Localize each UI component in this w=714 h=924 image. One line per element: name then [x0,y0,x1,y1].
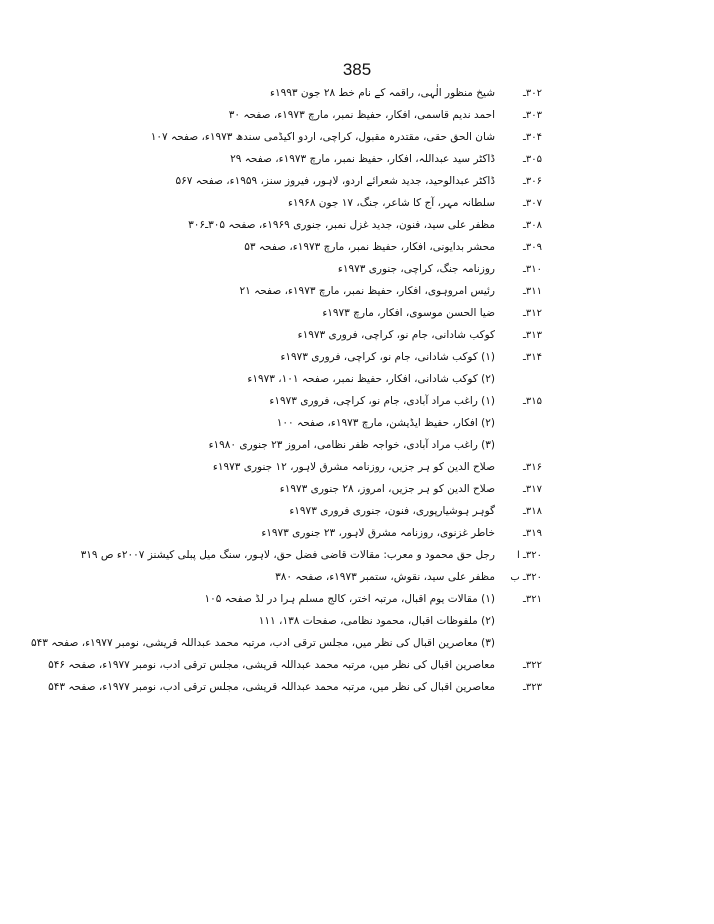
reference-entry [0,526,714,548]
reference-entry [0,306,714,328]
reference-entry [0,394,714,416]
reference-entry [0,284,714,306]
entry-text: (۲) کوکب شادانی، افکار، حفیظ نمبر، صفحہ ۱۰۱، ۱۹۷۳ء [247,373,495,385]
entry-text: شان الحق حقی، مقتدرہ مقبول، کراچی، اردو اکیڈمی سندھ ۱۹۷۳ء، صفحہ ۱۰۷ [150,131,495,143]
entry-number: ۳۰۷ـ [522,198,542,209]
entry-text: (۲) افکار، حفیظ ایڈیشن، مارچ ۱۹۷۳ء، صفحہ ۱۰۰ [276,417,495,429]
entry-text: محشر بدایونی، افکار، حفیظ نمبر، مارچ ۱۹۷۳ء، صفحہ ۵۳ [244,241,495,253]
entry-number: ۳۱۹ـ [522,528,542,539]
entry-number: ۳۱۱ـ [522,286,542,297]
reference-entry [0,240,714,262]
entry-number: ۳۰۴ـ [522,132,542,143]
entry-number: ۳۱۴ـ [522,352,542,363]
entry-number: ۳۱۸ـ [522,506,542,517]
entry-text: احمد ندیم قاسمی، افکار، حفیظ نمبر، مارچ ۱۹۷۳ء، صفحہ ۳۰ [228,109,495,121]
entry-text: (۲) ملفوظات اقبال، محمود نظامی، صفحات ۱۳۸، ۱۱۱ [258,615,495,627]
entry-text: خاطر غزنوی، روزنامہ مشرق لاہور، ۲۳ جنوری ۱۹۷۳ء [261,527,495,539]
reference-entry [0,592,714,614]
entry-text: روزنامہ جنگ، کراچی، جنوری ۱۹۷۳ء [337,263,495,275]
entry-number: ۳۰۳ـ [522,110,542,121]
entry-number: ۳۲۳ـ [522,682,542,693]
reference-entry [0,262,714,284]
reference-entry [0,636,714,658]
entry-text: ڈاکٹر سید عبداللہ، افکار، حفیظ نمبر، مارچ ۱۹۷۳ء، صفحہ ۲۹ [230,153,495,165]
reference-entry [0,680,714,702]
reference-entry [0,350,714,372]
entry-text: معاصرین اقبال کی نظر میں، مرتبہ محمد عبداللہ قریشی، مجلس ترقی ادب، نومبر ۱۹۷۷ء، صفحہ ۵۴۶ [48,659,495,671]
entry-text: گوہر ہوشیارپوری، فنون، جنوری فروری ۱۹۷۳ء [289,505,495,517]
entry-text: معاصرین اقبال کی نظر میں، مرتبہ محمد عبداللہ قریشی، مجلس ترقی ادب، نومبر ۱۹۷۷ء، صفحہ ۵۴۳ [48,681,495,693]
reference-entry [0,504,714,526]
entry-number: ۳۱۵ـ [522,396,542,407]
entry-number: ۳۰۵ـ [522,154,542,165]
entry-text: کوکب شادانی، جام نو، کراچی، فروری ۱۹۷۳ء [297,329,495,341]
entry-number: ۳۲۱ـ [522,594,542,605]
entry-number: ۳۱۳ـ [522,330,542,341]
entry-number: ۳۰۶ـ [522,176,542,187]
reference-entry [0,108,714,130]
entry-text: شیخ منظور الٰہی، راقمہ کے نام خط ۲۸ جون ۱۹۹۳ء [270,87,495,99]
reference-entry [0,416,714,438]
entry-text: صلاح الدین کو ہر جزیں، روزنامہ مشرق لاہور، ۱۲ جنوری ۱۹۷۳ء [212,461,495,473]
entry-number: ۳۲۰ـ ب [510,572,542,583]
entry-number: ۳۱۷ـ [522,484,542,495]
reference-entry [0,218,714,240]
entry-text: رجل حق محمود و معرب: مقالات قاضی فضل حق، لاہور، سنگ میل پبلی کیشنز ۲۰۰۷ء ص ۳۱۹ [80,549,495,561]
entry-number: ۳۲۰ـ ا [516,550,542,561]
entry-text: رئیس امروہوی، افکار، حفیظ نمبر، مارچ ۱۹۷۳ء، صفحہ ۲۱ [239,285,495,297]
reference-entry [0,460,714,482]
entry-text: (۱) مقالات یوم اقبال، مرتبہ اختر، کالج مسلم ہرا در لڈ صفحہ ۱۰۵ [204,593,495,605]
entry-text: ضیا الحسن موسوی، افکار، مارچ ۱۹۷۳ء [322,307,495,319]
reference-entry [0,482,714,504]
entry-text: (۳) راغب مراد آبادی، خواجہ ظفر نظامی، امروز ۲۳ جنوری ۱۹۸۰ء [208,439,495,451]
reference-entry [0,328,714,350]
reference-entry [0,548,714,570]
entry-text: (۳) معاصرین اقبال کی نظر میں، مجلس ترقی ادب، مرتبہ محمد عبداللہ قریشی، نومبر ۱۹۷۷ء، صفحہ ۵۴۳ [30,637,495,649]
entry-number: ۳۰۸ـ [522,220,542,231]
entry-text: صلاح الدین کو ہر جزیں، امروز، ۲۸ جنوری ۱۹۷۳ء [279,483,495,495]
reference-entry [0,130,714,152]
reference-entry [0,614,714,636]
entry-number: ۳۱۶ـ [522,462,542,473]
reference-entry [0,86,714,108]
entry-text: سلطانہ مہر، آج کا شاعر، جنگ، ۱۷ جون ۱۹۶۸ء [287,197,495,209]
entry-number: ۳۱۰ـ [522,264,542,275]
page-number: 385 [342,60,372,79]
reference-list [0,86,714,702]
reference-entry [0,658,714,680]
entry-number: ۳۱۲ـ [522,308,542,319]
entry-number: ۳۲۲ـ [522,660,542,671]
reference-entry [0,372,714,394]
entry-text: (۱) کوکب شادانی، جام نو، کراچی، فروری ۱۹۷۳ء [280,351,495,363]
entry-number: ۳۰۲ـ [522,88,542,99]
reference-entry [0,570,714,592]
entry-text: ڈاکٹر عبدالوحید، جدید شعرائے اردو، لاہور، فیروز سنز، ۱۹۵۹ء، صفحہ ۵۶۷ [175,175,495,187]
reference-entry [0,152,714,174]
reference-entry [0,438,714,460]
reference-entry [0,174,714,196]
reference-entry [0,196,714,218]
entry-text: (۱) راغب مراد آبادی، جام نو، کراچی، فروری ۱۹۷۳ء [269,395,495,407]
entry-number: ۳۰۹ـ [522,242,542,253]
entry-text: مظفر علی سید، نقوش، ستمبر ۱۹۷۳ء، صفحہ ۳۸۰ [275,571,495,583]
entry-text: مظفر علی سید، فنون، جدید غزل نمبر، جنوری ۱۹۶۹ء، صفحہ ۳۰۵ـ۳۰۶ [188,219,495,231]
